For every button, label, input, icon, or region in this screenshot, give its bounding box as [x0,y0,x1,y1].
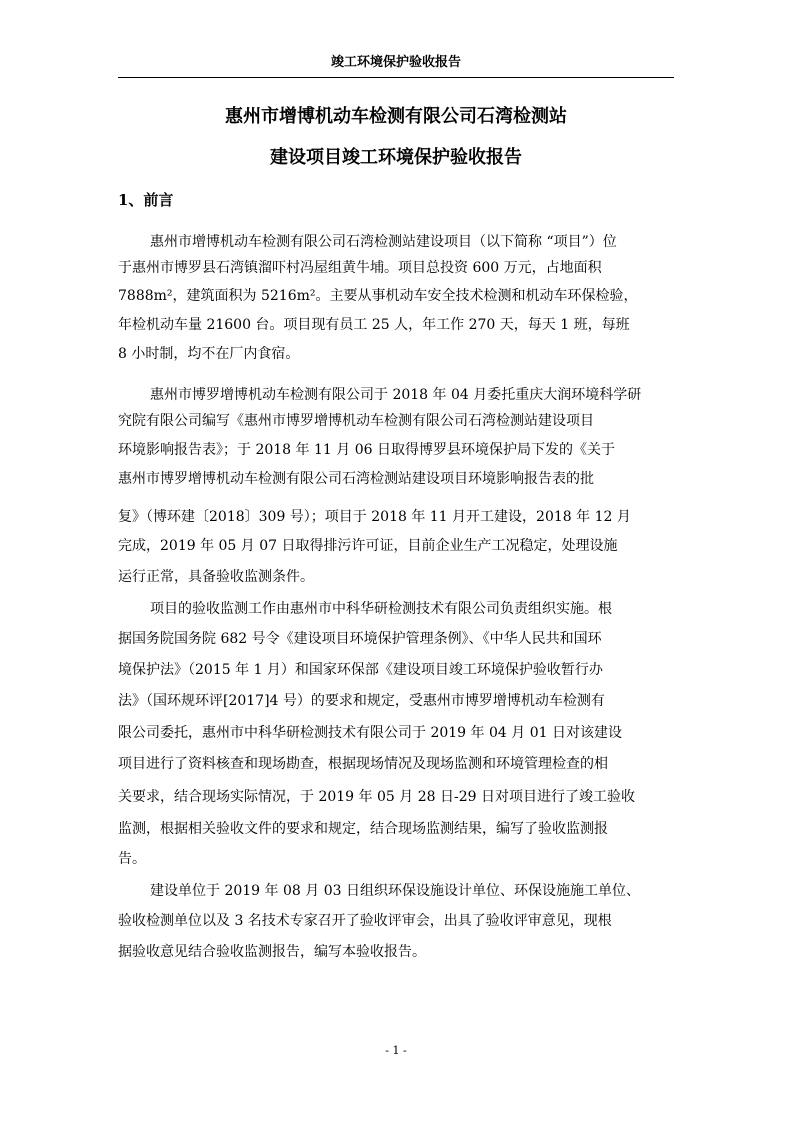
paragraph-3-line-3: 境保护法》（2015 年 1 月）和国家环保部《建设项目竣工环境保护验收暂行办 [118,662,603,678]
paragraph-3-line-9: 告。 [118,851,146,867]
section-heading-foreword: 1、前言 [118,191,174,209]
paragraph-2-line-3: 环境影响报告表》；于 2018 年 11 月 06 日取得博罗县环境保护局下发的《关于 [118,442,615,458]
paragraph-2-line-7: 运行正常，具备验收监测条件。 [118,569,314,585]
paragraph-2-line-5: 复》（博环建〔2018〕309 号）；项目于 2018 年 11 月开工建设，2018 年 12 月 [118,509,631,525]
paragraph-3-line-4: 法》（国环规环评[2017]4 号）的要求和规定，受惠州市博罗增博机动车检测有 [118,693,605,709]
paragraph-4-line-1: 建设单位于 2019 年 08 月 03 日组织环保设施设计单位、环保设施施工单位、 [150,883,640,899]
paragraph-1-line-3: 7888m²，建筑面积为 5216m²。主要从事机动车安全技术检测和机动车环保检验， [118,288,638,304]
paragraph-4-line-3: 据验收意见结合验收监测报告，编写本验收报告。 [118,944,426,960]
paragraph-1-line-1: 惠州市增博机动车检测有限公司石湾检测站建设项目（以下简称 “项目”）位 [150,234,617,250]
paragraph-1-line-5: 8 小时制，均不在厂内食宿。 [118,346,300,362]
paragraph-3-line-6: 项目进行了资料核查和现场勘查，根据现场情况及现场监测和环境管理检查的相 [118,756,608,772]
paragraph-2-line-2: 究院有限公司编写《惠州市博罗增博机动车检测有限公司石湾检测站建设项目 [118,413,594,429]
paragraph-4-line-2: 验收检测单位以及 3 名技术专家召开了验收评审会，出具了验收评审意见，现根 [118,913,612,929]
paragraph-3-line-1: 项目的验收监测工作由惠州市中科华研检测技术有限公司负责组织实施。根 [150,601,612,617]
paragraph-2-line-1: 惠州市博罗增博机动车检测有限公司于 2018 年 04 月委托重庆大润环境科学研 [150,387,642,403]
document-title-line-2: 建设项目竣工环境保护验收报告 [270,147,522,168]
paragraph-3-line-5: 限公司委托，惠州市中科华研检测技术有限公司于 2019 年 04 月 01 日对该建设 [118,725,622,741]
paragraph-1-line-2: 于惠州市博罗县石湾镇溜吓村冯屋组黄牛埔。项目总投资 600 万元，占地面积 [118,260,602,276]
paragraph-2-line-6: 完成，2019 年 05 月 07 日取得排污许可证，目前企业生产工况稳定，处理设施 [118,538,618,554]
running-header: 竣工环境保护验收报告 [330,55,461,70]
paragraph-3-line-8: 监测，根据相关验收文件的要求和规定，结合现场监测结果，编写了验收监测报 [118,821,608,837]
paragraph-2-line-4: 惠州市博罗增博机动车检测有限公司石湾检测站建设项目环境影响报告表的批 [118,471,594,487]
paragraph-3-line-2: 据国务院国务院 682 号令《建设项目环境保护管理条例》、《中华人民共和国环 [118,631,602,647]
header-divider [118,77,674,78]
paragraph-3-line-7: 关要求，结合现场实际情况，于 2019 年 05 月 28 日-29 日对项目进行了竣工验收 [118,789,635,805]
page-number: - 1 - [385,1044,407,1057]
document-title-line-1: 惠州市增博机动车检测有限公司石湾检测站 [225,106,567,127]
paragraph-1-line-4: 年检机动车量 21600 台。项目现有员工 25 人，年工作 270 天，每天 1 班，每班 [118,317,630,333]
